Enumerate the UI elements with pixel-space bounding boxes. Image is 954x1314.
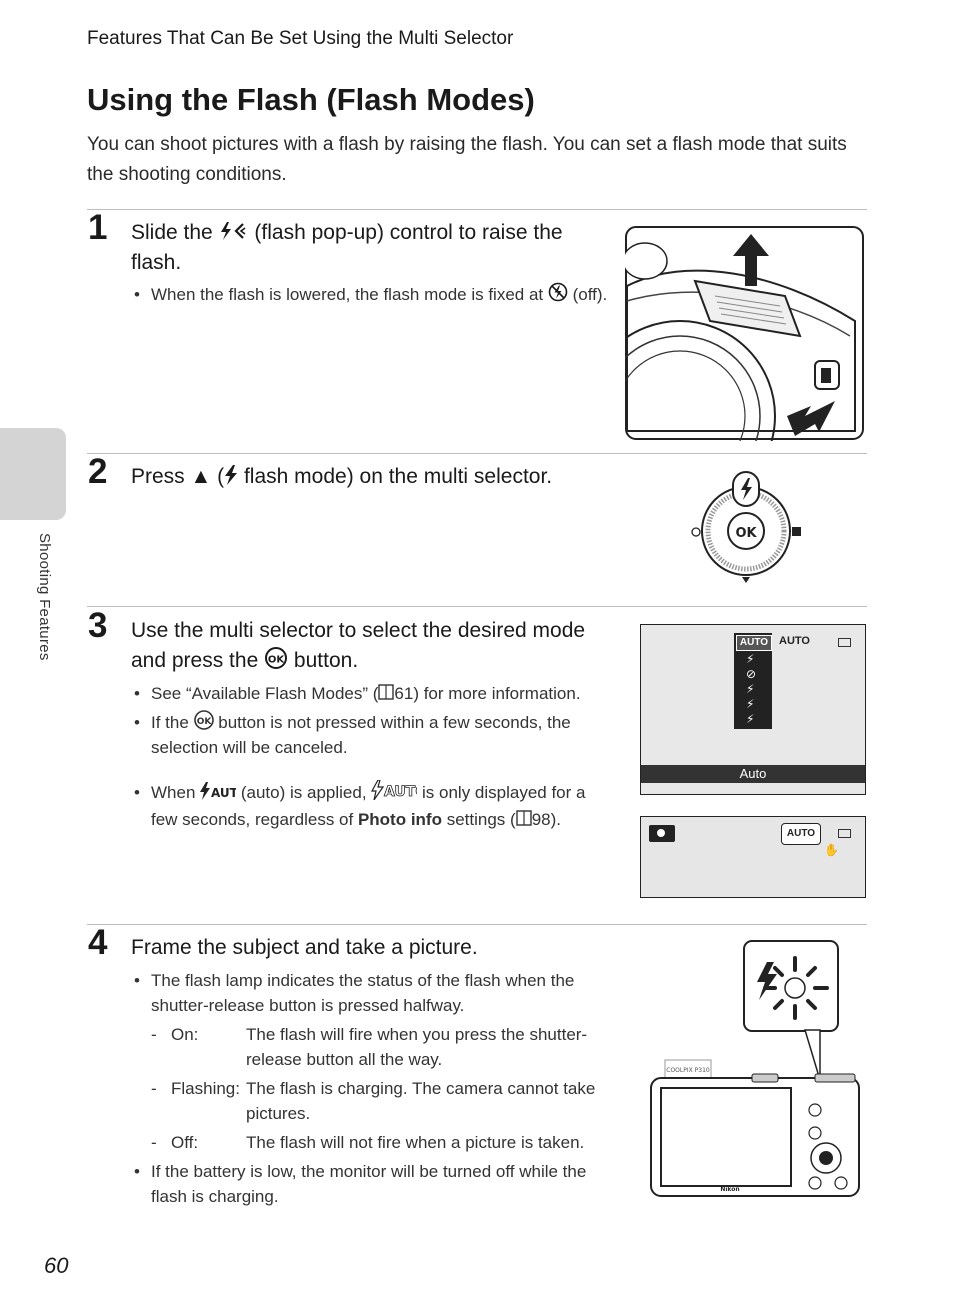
section-tab xyxy=(0,428,66,520)
flash-auto-option: AUTO xyxy=(736,635,772,651)
shooting-screen xyxy=(640,816,866,898)
flash-off-icon xyxy=(548,282,568,302)
list-item: • When the flash is lowered, the flash mode is fixed at (off). xyxy=(131,282,611,307)
running-header: Features That Can Be Set Using the Multi Selector xyxy=(87,28,514,49)
step-number: 3 xyxy=(88,606,108,645)
list-item: • The flash lamp indicates the status of the flash when the shutter-release button is pressed halfway. - On: The flash will fire when you press the shutter-release button all the way. - Flashing: The flash is charging. The camera cannot take pictures. - Off: The flash will not fire when a picture is taken. xyxy=(131,968,613,1155)
divider xyxy=(87,924,867,925)
book-reference-icon xyxy=(378,683,394,701)
step-heading-text: Slide the xyxy=(131,221,219,244)
flash-auto-indicator: AUTO xyxy=(779,635,810,647)
battery-icon xyxy=(838,829,851,838)
step-heading: Press ▲ ( flash mode) on the multi selector. xyxy=(131,465,553,488)
page-number: 60 xyxy=(44,1253,69,1278)
model-name: COOLPIX P310 xyxy=(666,1067,710,1074)
step-heading: Frame the subject and take a picture. xyxy=(131,936,478,959)
camera-back-illustration xyxy=(645,940,867,1202)
svg-text:OK: OK xyxy=(735,526,757,541)
page-title: Using the Flash (Flash Modes) xyxy=(87,82,535,117)
ok-button-icon xyxy=(264,647,288,669)
svg-text:OK: OK xyxy=(196,717,211,727)
section-tab-label: Shooting Features xyxy=(36,533,53,661)
slow-sync-icon: ⚡ xyxy=(746,697,755,711)
camera-flash-popup-illustration xyxy=(625,226,865,441)
intro-paragraph: You can shoot pictures with a flash by raising the flash. You can set a flash mode that suits the shooting conditions. xyxy=(87,134,847,185)
list-item: - Off: The flash will not fire when a picture is taken. xyxy=(151,1133,585,1152)
mode-label-bar: Auto xyxy=(641,765,865,783)
battery-icon xyxy=(838,638,851,647)
list-item: - On: The flash will fire when you press the shutter-release button all the way. xyxy=(151,1025,588,1069)
step-number: 1 xyxy=(88,208,108,247)
divider xyxy=(87,453,867,454)
bullet-list xyxy=(131,282,611,311)
up-arrow-icon: ▲ xyxy=(190,465,212,488)
step-heading-text: (flash pop-up) control to raise the flash. xyxy=(131,221,563,274)
ok-button-icon xyxy=(194,710,214,730)
list-item: - Flashing: The flash is charging. The camera cannot take pictures. xyxy=(151,1079,596,1123)
camera-mode-icon xyxy=(649,825,675,842)
flash-popup-icon xyxy=(219,221,249,241)
flash-auto-icon xyxy=(371,780,417,807)
list-item: • If the OK button is not pressed within a few seconds, the selection will be canceled. xyxy=(131,710,611,760)
divider xyxy=(87,209,867,210)
flash-auto-icon xyxy=(200,782,236,807)
bullet-list xyxy=(131,681,611,836)
maker-logo: Nikon xyxy=(720,1186,740,1193)
list-item: • If the battery is low, the monitor will be turned off while the flash is charging. xyxy=(131,1159,613,1209)
step-heading: Use the multi selector to select the desired mode and press the OK button. xyxy=(131,619,586,672)
list-item: • When AUT (auto) is applied, AUT is only displayed for a few seconds, regardless of Photo info settings ( 98). xyxy=(131,780,611,832)
flash-redeye-icon: ⚡ xyxy=(746,652,755,666)
vibration-reduction-icon: ✋ xyxy=(824,843,839,857)
book-reference-icon xyxy=(516,809,532,827)
step-heading xyxy=(131,218,601,278)
flash-auto-indicator: AUTO xyxy=(781,823,821,845)
svg-text:AUTO: AUT xyxy=(384,784,416,800)
svg-text:AUTO: AUT xyxy=(211,786,237,800)
flash-lamp-status-list xyxy=(151,1022,613,1155)
divider xyxy=(87,606,867,607)
fill-flash-icon: ⚡ xyxy=(746,682,755,696)
step-number: 2 xyxy=(88,452,108,491)
flash-icon xyxy=(224,465,238,485)
flash-mode-menu-screen xyxy=(640,624,866,795)
flash-off-icon: ⊘ xyxy=(746,667,757,681)
bullet-list xyxy=(131,968,613,1213)
step-number: 4 xyxy=(88,923,108,962)
svg-text:OK: OK xyxy=(267,654,285,666)
rear-curtain-icon: ⚡ xyxy=(746,712,755,726)
multi-selector-illustration xyxy=(688,469,808,589)
list-item: • See “Available Flash Modes” ( 61) for more information. xyxy=(131,681,611,706)
